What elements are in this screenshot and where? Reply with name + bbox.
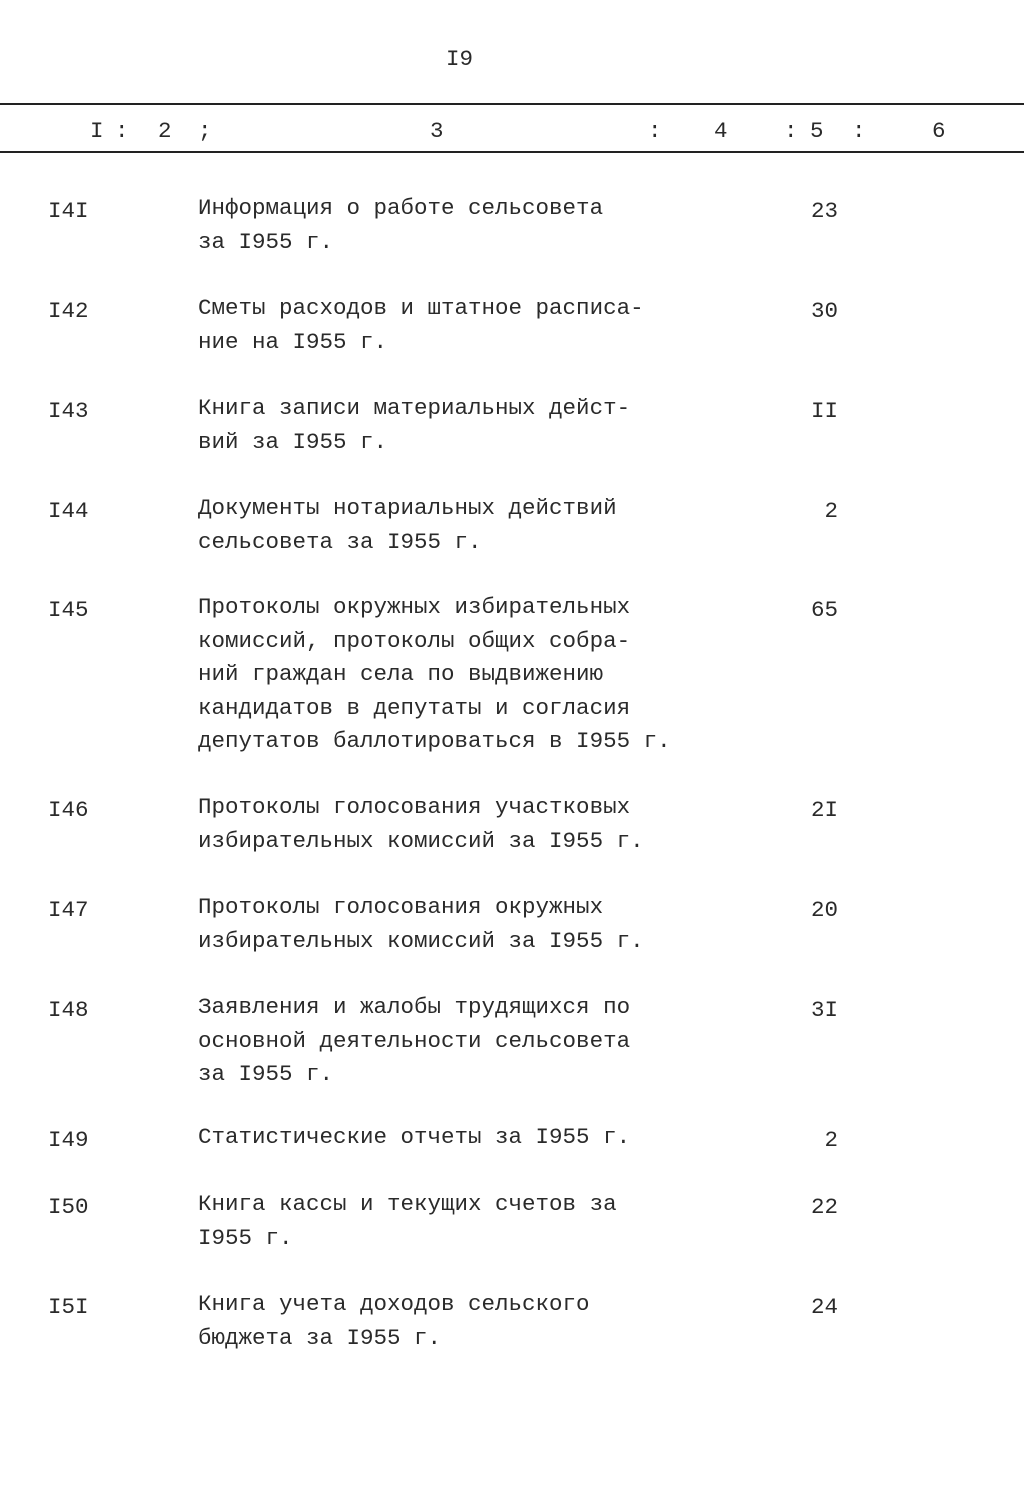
item-number: I47 — [48, 897, 89, 923]
item-title: Протоколы окружных избирательных комиссий, протоколы общих собра- ний граждан села по выдвижению кандидатов в депутаты и согласия депутатов баллотироваться в I955 г. — [198, 594, 671, 754]
item-sheet-count: 3I — [810, 997, 838, 1023]
column-separator: : — [115, 118, 129, 144]
item-sheet-count: 23 — [810, 198, 838, 224]
item-sheet-count: 65 — [810, 597, 838, 623]
item-number: I5I — [48, 1294, 89, 1320]
column-header-1: I — [90, 118, 104, 144]
column-separator: ; — [198, 118, 212, 144]
item-number: I46 — [48, 797, 89, 823]
item-title: Книга записи материальных дейст- вий за I955 г. — [198, 395, 631, 455]
item-title: Заявления и жалобы трудящихся по основной деятельности сельсовета за I955 г. — [198, 994, 631, 1087]
item-number: I50 — [48, 1194, 89, 1220]
item-title: Информация о работе сельсовета за I955 г. — [198, 195, 604, 255]
item-sheet-count: 30 — [810, 298, 838, 324]
item-title: Книга кассы и текущих счетов за I955 г. — [198, 1191, 617, 1251]
item-title: Документы нотариальных действий сельсовета за I955 г. — [198, 495, 617, 555]
item-number: I45 — [48, 597, 89, 623]
item-sheet-count: II — [810, 398, 838, 424]
header-bottom-rule — [0, 151, 1024, 153]
item-sheet-count: 22 — [810, 1194, 838, 1220]
item-sheet-count: 2 — [824, 1127, 838, 1153]
item-number: I43 — [48, 398, 89, 424]
column-header-3: 3 — [430, 118, 444, 144]
item-number: I44 — [48, 498, 89, 524]
item-sheet-count: 20 — [810, 897, 838, 923]
item-title: Протоколы голосования участковых избирательных комиссий за I955 г. — [198, 794, 644, 854]
header-top-rule — [0, 103, 1024, 105]
item-sheet-count: 2 — [824, 498, 838, 524]
column-header-6: 6 — [932, 118, 946, 144]
column-header-5: 5 — [810, 118, 824, 144]
item-sheet-count: 24 — [810, 1294, 838, 1320]
column-separator: : — [852, 118, 866, 144]
column-header-2: 2 — [158, 118, 172, 144]
item-number: I4I — [48, 198, 89, 224]
column-header-4: 4 — [714, 118, 728, 144]
item-number: I48 — [48, 997, 89, 1023]
page-number: I9 — [446, 46, 474, 72]
item-number: I49 — [48, 1127, 89, 1153]
column-separator: : — [784, 118, 798, 144]
item-sheet-count: 2I — [810, 797, 838, 823]
item-title: Статистические отчеты за I955 г. — [198, 1124, 631, 1150]
item-title: Сметы расходов и штатное расписа- ние на I955 г. — [198, 295, 644, 355]
column-separator: : — [648, 118, 662, 144]
item-number: I42 — [48, 298, 89, 324]
item-title: Книга учета доходов сельского бюджета за I955 г. — [198, 1291, 590, 1351]
item-title: Протоколы голосования окружных избирательных комиссий за I955 г. — [198, 894, 644, 954]
